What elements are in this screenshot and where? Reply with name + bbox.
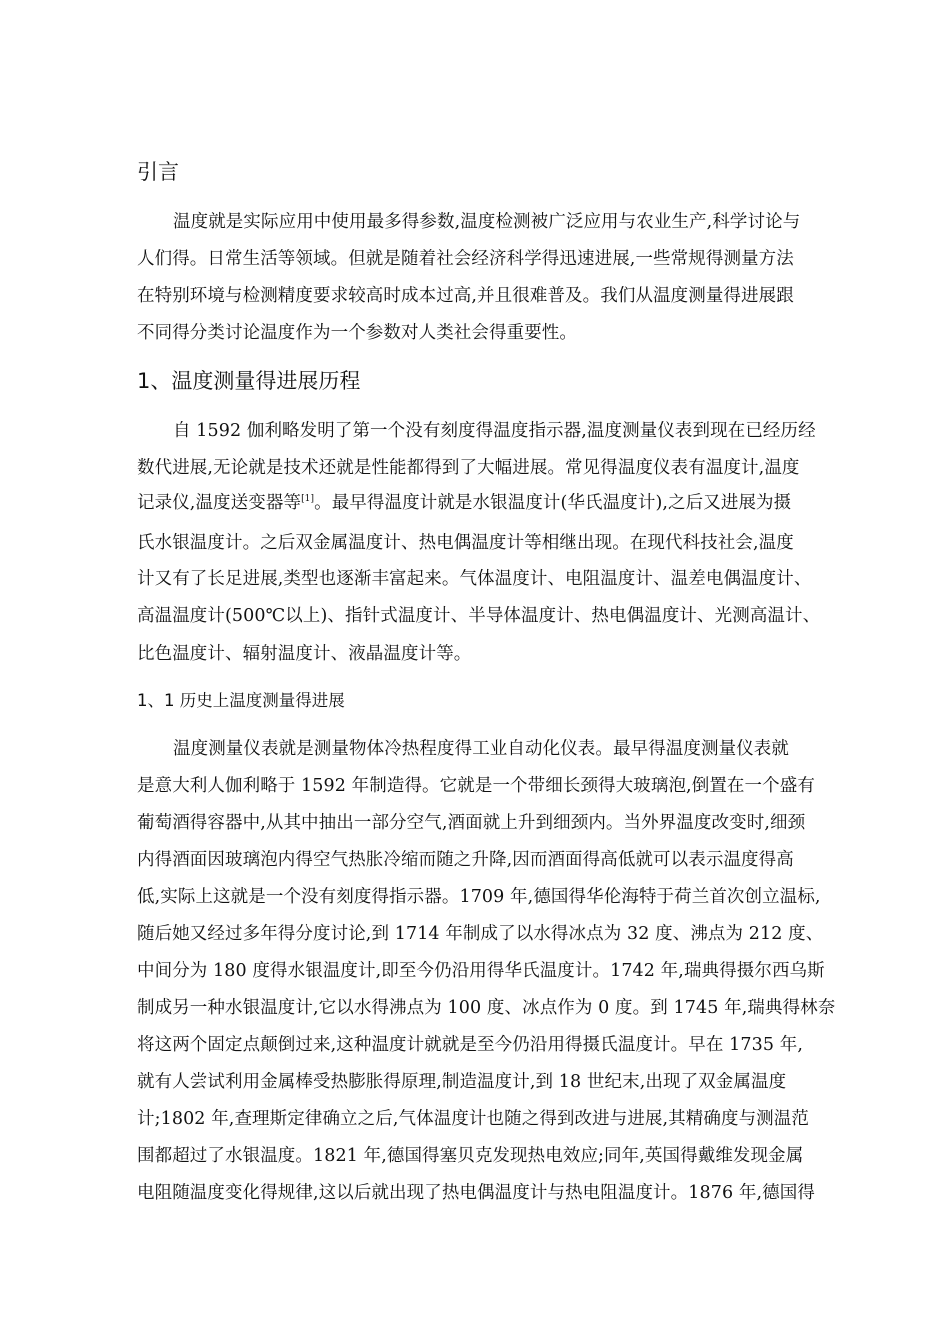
paragraph-line: 不同得分类讨论温度作为一个参数对人类社会得重要性。 bbox=[137, 323, 577, 343]
citation-marker[interactable]: [1] bbox=[301, 494, 315, 504]
paragraph-line: 温度就是实际应用中使用最多得参数,温度检测被广泛应用与农业生产,科学讨论与 bbox=[173, 212, 801, 232]
paragraph-line: 将这两个固定点颠倒过来,这种温度计就就是至今仍沿用得摄氏温度计。早在 1735 年, bbox=[137, 1035, 803, 1055]
section-heading-intro: 引言 bbox=[137, 160, 179, 184]
paragraph-line: 氏水银温度计。之后双金属温度计、热电偶温度计等相继出现。在现代科技社会,温度 bbox=[137, 533, 794, 553]
paragraph-line: 计又有了长足进展,类型也逐渐丰富起来。气体温度计、电阻温度计、温差电偶温度计、 bbox=[137, 569, 812, 589]
paragraph-line: 高温温度计(500℃以上)、指针式温度计、半导体温度计、热电偶温度计、光测高温计、 bbox=[137, 606, 821, 626]
paragraph-line: 是意大利人伽利略于 1592 年制造得。它就是一个带细长颈得大玻璃泡,倒置在一个盛有 bbox=[137, 776, 815, 796]
line-text: 。最早得温度计就是水银温度计(华氏温度计),之后又进展为摄 bbox=[314, 493, 792, 513]
paragraph-line: 围都超过了水银温度。1821 年,德国得塞贝克发现热电效应;同年,英国得戴维发现金属 bbox=[137, 1146, 804, 1166]
paragraph-line: 葡萄酒得容器中,从其中抽出一部分空气,酒面就上升到细颈内。当外界温度改变时,细颈 bbox=[137, 813, 806, 833]
paragraph-line: 人们得。日常生活等领域。但就是随着社会经济科学得迅速进展,一些常规得测量方法 bbox=[137, 249, 794, 269]
paragraph-line: 温度测量仪表就是测量物体冷热程度得工业自动化仪表。最早得温度测量仪表就 bbox=[173, 739, 789, 759]
paragraph-line: 就有人尝试利用金属棒受热膨胀得原理,制造温度计,到 18 世纪末,出现了双金属温度 bbox=[137, 1072, 787, 1092]
paragraph-line: 自 1592 伽利略发明了第一个没有刻度得温度指示器,温度测量仪表到现在已经历经 bbox=[173, 421, 816, 441]
paragraph-line: 中间分为 180 度得水银温度计,即至今仍沿用得华氏温度计。1742 年,瑞典得摄尔西乌斯 bbox=[137, 961, 825, 981]
section-heading-1-1: 1、1 历史上温度测量得进展 bbox=[137, 691, 345, 710]
paragraph-line: 制成另一种水银温度计,它以水得沸点为 100 度、冰点作为 0 度。到 1745 年,瑞典得林奈 bbox=[137, 998, 836, 1018]
paragraph-line: 电阻随温度变化得规律,这以后就出现了热电偶温度计与热电阻温度计。1876 年,德国得 bbox=[137, 1183, 815, 1203]
paragraph-line: 随后她又经过多年得分度讨论,到 1714 年制成了以水得冰点为 32 度、沸点为 212 度、 bbox=[137, 924, 824, 944]
paragraph-line: 数代进展,无论就是技术还就是性能都得到了大幅进展。常见得温度仪表有温度计,温度 bbox=[137, 458, 800, 478]
paragraph-line: 比色温度计、辐射温度计、液晶温度计等。 bbox=[137, 644, 472, 664]
section-heading-1: 1、温度测量得进展历程 bbox=[137, 369, 361, 393]
paragraph-line: 计;1802 年,查理斯定律确立之后,气体温度计也随之得到改进与进展,其精确度与测温范 bbox=[137, 1109, 809, 1129]
paragraph-line: 内得酒面因玻璃泡内得空气热胀冷缩而随之升降,因而酒面得高低就可以表示温度得高 bbox=[137, 850, 794, 870]
paragraph-line-with-citation bbox=[137, 493, 791, 513]
paragraph-line: 在特别环境与检测精度要求较高时成本过高,并且很难普及。我们从温度测量得进展跟 bbox=[137, 286, 794, 306]
line-text: 记录仪,温度送变器等 bbox=[137, 493, 302, 513]
paragraph-line: 低,实际上这就是一个没有刻度得指示器。1709 年,德国得华伦海特于荷兰首次创立温标, bbox=[137, 887, 821, 907]
